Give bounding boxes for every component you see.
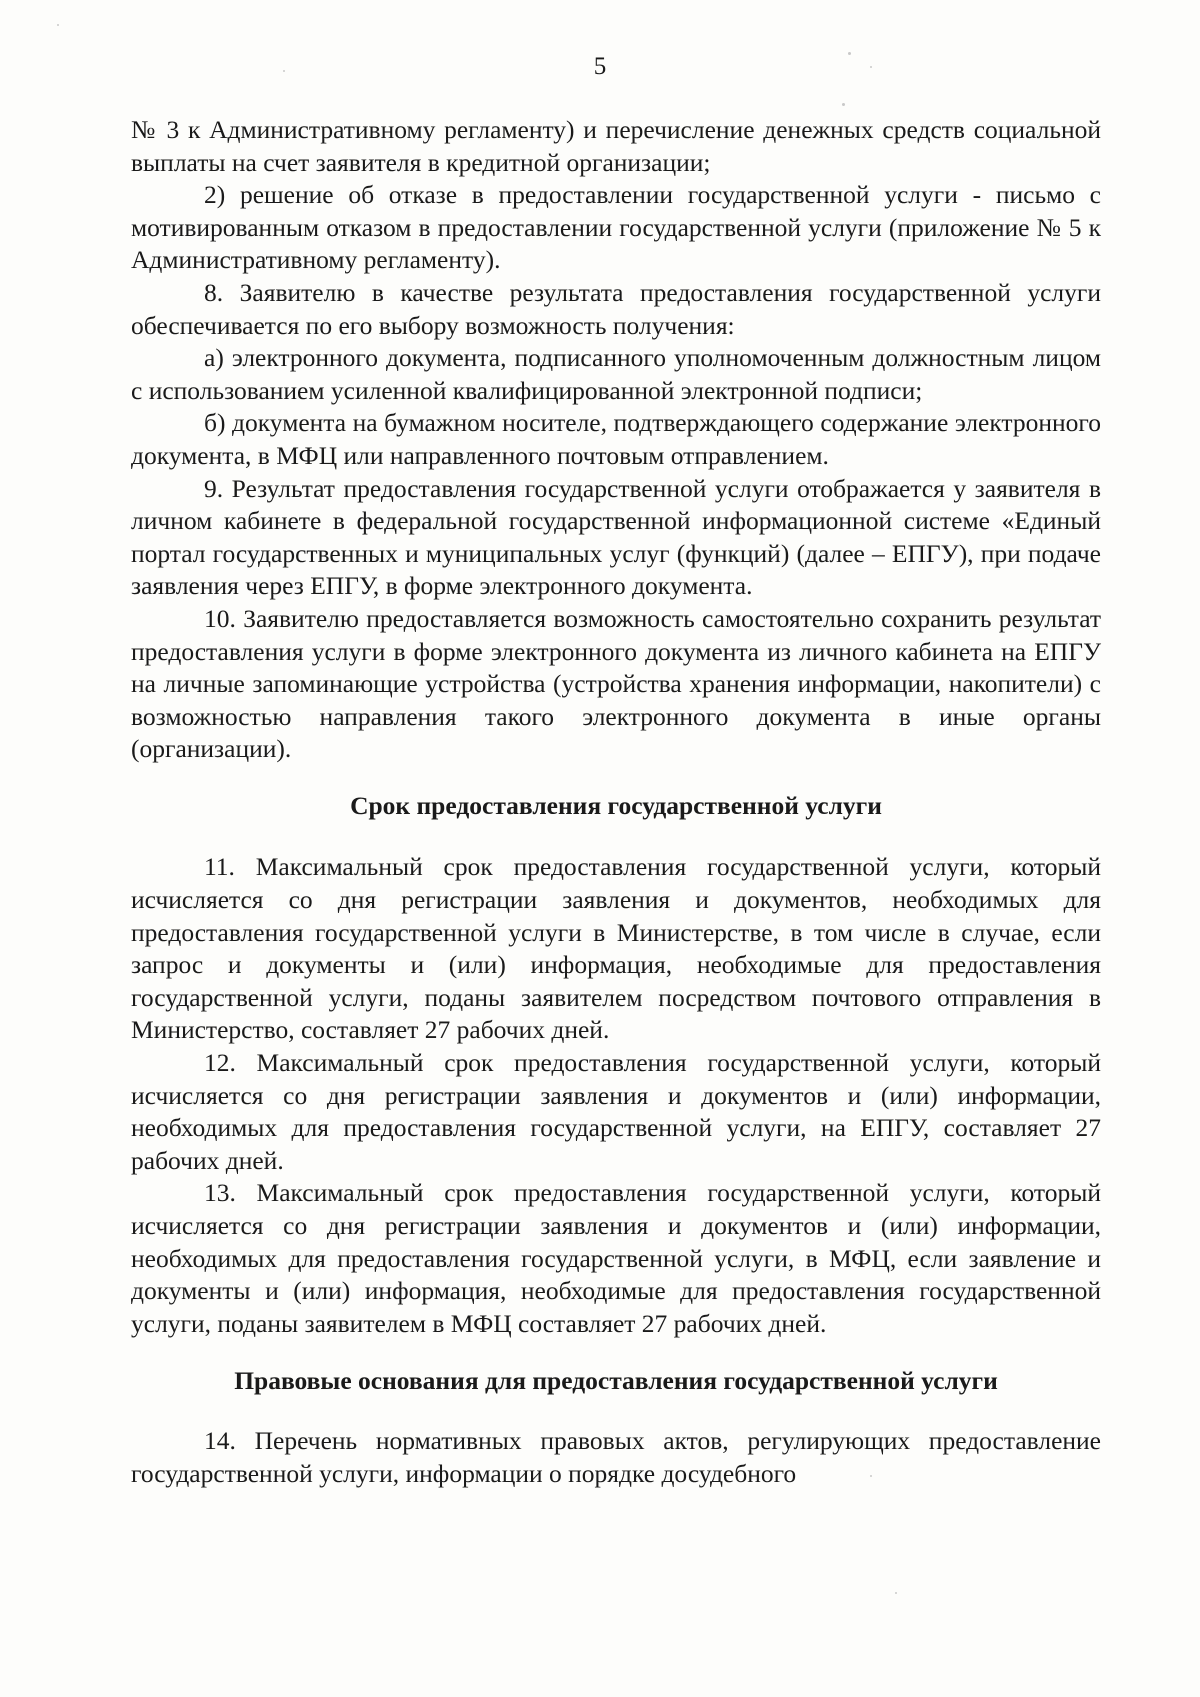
paragraph-12: 12. Максимальный срок предоставления государственной услуги, который исчисляется со дня регистрации заявления и документов и (или) информации, необходимых для предоставления государственной услуги, на ЕПГУ, составляет 27 рабочих дней. [131,1048,1101,1175]
paragraph-continuation: № 3 к Административному регламенту) и перечисление денежных средств социальной выплаты на счет заявителя в кредитной организации; [131,115,1101,177]
section-heading-legal-basis: Правовые основания для предоставления государственной услуги [234,1366,998,1396]
scan-speck [870,66,872,68]
scan-speck [283,70,285,72]
paragraph-11: 11. Максимальный срок предоставления государственной услуги, который исчисляется со дня регистрации заявления и документов, необходимых для предоставления государственной услуги в Министерстве, в том числе в случае, если запрос и документы и (или) информация, необходимые для предоставления государственной услуги, поданы заявителем посредством почтового отправления в Министерство, составляет 27 рабочих дней. [131,852,1101,1045]
section-heading-term: Срок предоставления государственной услуги [350,790,882,820]
scan-speck [57,24,59,26]
scan-speck [895,1592,897,1594]
paragraph-9: 9. Результат предоставления государственной услуги отображается у заявителя в личном кабинете в федеральной государственной информационной системе «Единый портал государственных и муниципальных услуг (функций) (далее – ЕПГУ), при подаче заявления через ЕПГУ, в форме электронного документа. [131,473,1101,601]
paragraph-14: 14. Перечень нормативных правовых актов, регулирующих предоставление государственной услуги, информации о порядке досудебного [131,1425,1101,1488]
paragraph-13: 13. Максимальный срок предоставления государственной услуги, который исчисляется со дня регистрации заявления и документов и (или) информации, необходимых для предоставления государственной услуги, в МФЦ, если заявление и документы и (или) информация, необходимые для предоставления государственной услуги, поданы заявителем в МФЦ составляет 27 рабочих дней. [131,1178,1101,1338]
paragraph-item-2: 2) решение об отказе в предоставлении государственной услуги - письмо с мотивированным отказом в предоставлении государственной услуги (приложение № 5 к Административному регламенту). [131,180,1101,275]
paragraph-10: 10. Заявителю предоставляется возможность самостоятельно сохранить результат предоставления услуги в форме электронного документа из личного кабинета на ЕПГУ на личные запоминающие устройства (устройства хранения информации, накопители) с возможностью направления такого электронного документа в иные органы (организации). [131,603,1101,764]
paragraph-8b: б) документа на бумажном носителе, подтверждающего содержание электронного документа, в МФЦ или направленного почтовым отправлением. [131,408,1101,470]
page-number: 5 [593,53,607,80]
scan-speck [848,52,851,55]
paragraph-8: 8. Заявителю в качестве результата предоставления государственной услуги обеспечивается по его выбору возможность получения: [131,277,1101,340]
scan-speck [870,1475,872,1477]
document-body [131,114,1101,1490]
scan-speck [842,103,845,106]
paragraph-8a: а) электронного документа, подписанного уполномоченным должностным лицом с использованием усиленной квалифицированной электронной подписи; [131,343,1101,405]
